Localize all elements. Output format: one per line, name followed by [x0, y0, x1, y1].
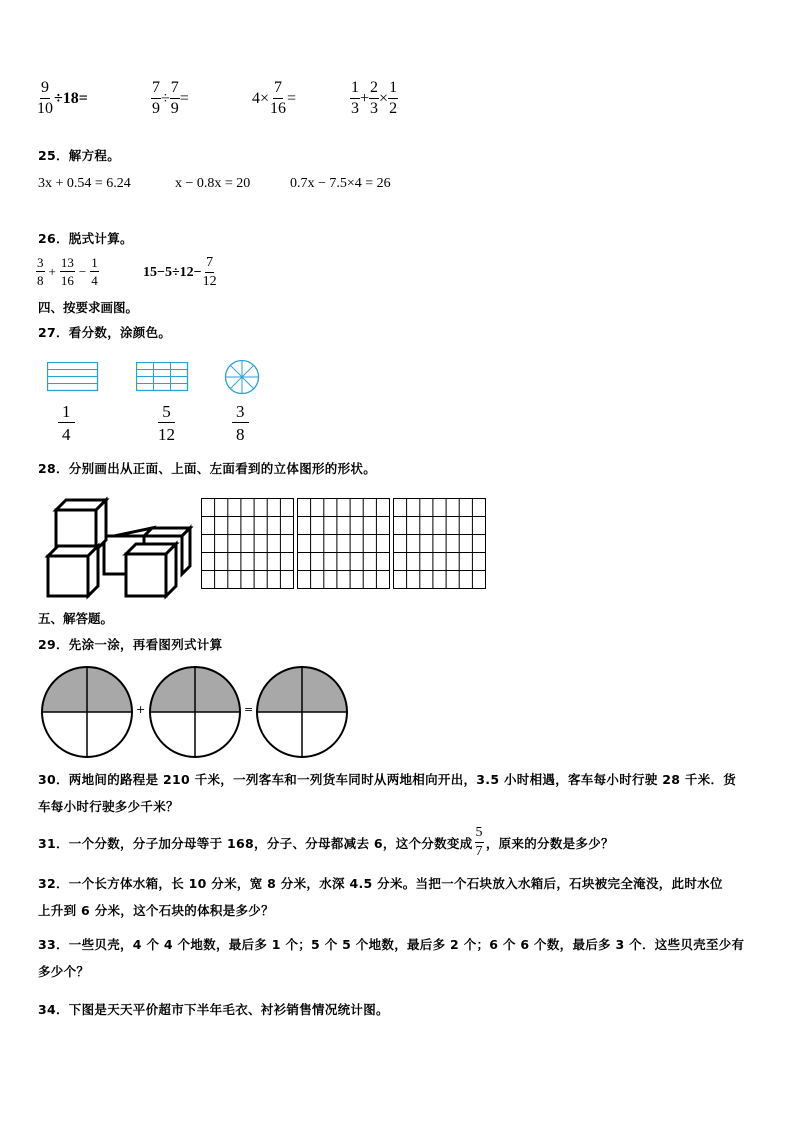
rect-twelfths[interactable] — [136, 362, 189, 392]
q32-line-1: 32．一个长方体水箱，长 10 分米，宽 8 分米，水深 4.5 分米。当把一个石块放入水箱后，石块被完全淹没，此时水位 — [38, 876, 723, 891]
section-5-heading: 五、解答题。 — [38, 611, 114, 626]
equation-3: 0.7x − 7.5×4 = 26 — [290, 176, 391, 191]
q30-line-2: 车每小时行驶多少千米？ — [38, 799, 179, 814]
circle-eighths[interactable] — [224, 359, 260, 395]
q28-title: 28．分别画出从正面、上面、左面看到的立体图形的形状。 — [38, 461, 376, 476]
circle-half-shaded-2[interactable] — [148, 665, 242, 759]
fraction-1-4: 1 4 — [58, 403, 75, 443]
q33-line-2: 多少个？ — [38, 964, 90, 979]
equation-1: 3x + 0.54 = 6.24 — [38, 176, 131, 191]
circle-half-shaded-1[interactable] — [40, 665, 134, 759]
expr-1-3-plus-2-3-times-1-2: $\frac{1}{3}$ + $\frac{2}{3}$ × $\frac{1}{2}$ — [351, 79, 398, 117]
q31-text: 31．一个分数，分子加分母等于 168，分子、分母都减去 6，这个分数变成 $\frac{5}{7}$ ，原来的分数是多少？ — [38, 825, 614, 859]
rect-quarters[interactable] — [47, 362, 99, 392]
q25-title: 25．解方程。 — [38, 148, 120, 163]
plus-sign: + — [136, 703, 146, 716]
equals-sign: = — [244, 703, 254, 716]
q29-title: 29．先涂一涂，再看图列式计算 — [38, 637, 223, 652]
grid-top-view[interactable] — [297, 498, 391, 590]
q33-line-1: 33．一些贝壳，4 个 4 个地数，最后多 1 个；5 个 5 个地数，最后多 2 个；6 个 6 个数，最后多 3 个．这些贝壳至少有 — [38, 937, 745, 952]
q30-line-1: 30．两地间的路程是 210 千米，一列客车和一列货车同时从两地相向开出，3.5 小时相遇，客车每小时行驶 28 千米．货 — [38, 772, 737, 787]
q27-title: 27．看分数，涂颜色。 — [38, 325, 172, 340]
grid-left-view[interactable] — [393, 498, 487, 590]
q33-text — [38, 931, 758, 985]
equation-2: x − 0.8x = 20 — [175, 176, 251, 191]
q32-text — [38, 870, 758, 924]
expr-3-8-plus-13-16-minus-1-4: $\frac{3}{8}$ + $\frac{13}{16}$ − $\frac{1}{4}$ — [37, 255, 98, 288]
q26-title: 26．脱式计算。 — [38, 231, 133, 246]
expr-7-9-div-7-9: $\frac{7}{9}$ ÷ $\frac{7}{9}$ = — [152, 79, 189, 117]
q34-title: 34．下图是天天平价超市下半年毛衣、衬衫销售情况统计图。 — [38, 1002, 389, 1017]
expr-9-10-div-18: $\frac{9}{10}$ ÷18= — [37, 79, 88, 117]
expr-4-times-7-16: 4× $\frac{7}{16}$ = — [252, 79, 297, 117]
expr-15-minus-5-div-12-minus-7-12: 15−5÷12− $\frac{7}{12}$ — [143, 255, 217, 289]
cube-stack-figure — [44, 494, 194, 600]
section-4-heading: 四、按要求画图。 — [38, 300, 139, 315]
grid-front-view[interactable] — [201, 498, 295, 590]
q30-text — [38, 766, 758, 820]
fraction-5-12: 5 12 — [158, 402, 175, 444]
q32-line-2: 上升到 6 分米，这个石块的体积是多少？ — [38, 903, 274, 918]
circle-half-shaded-result[interactable] — [255, 665, 349, 759]
fraction-3-8: 3 8 — [232, 403, 249, 443]
